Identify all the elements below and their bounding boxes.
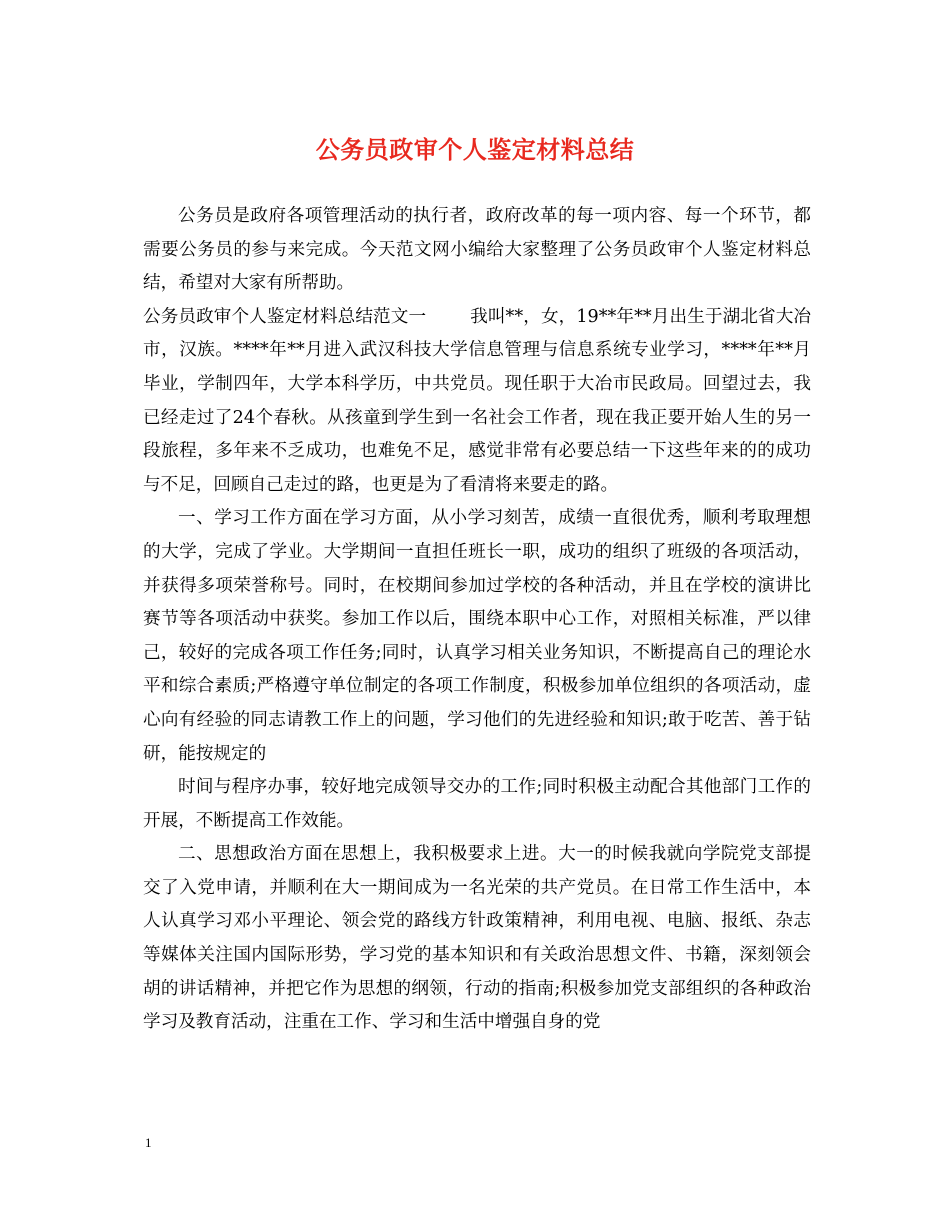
paragraph-work: 时间与程序办事，较好地完成领导交办的工作;同时积极主动配合其他部门工作的开展，不断提高工作效能。 <box>143 777 811 831</box>
paragraph-study: 一、学习工作方面在学习方面，从小学习刻苦，成绩一直很优秀，顺利考取理想的大学，完成了学业。大学期间一直担任班长一职，成功的组织了班级的各项活动，并获得多项荣誉称号。同时，在校期间参加过学校的各种活动，并且在学校的演讲比赛节等各项活动中获奖。参加工作以后，围绕本职中心工作，对照相关标准，严以律己，较好的完成各项工作任务;同时，认真学习相关业务知识，不断提高自己的理论水平和综合素质;严格遵守单位制定的各项工作制度，积极参加单位组织的各项活动，虚心向有经验的同志请教工作上的问题，学习他们的先进经验和知识;敢于吃苦、善于钻研，能按规定的 <box>143 508 811 764</box>
page-number: 1 <box>145 1135 152 1150</box>
page-title: 公务员政审个人鉴定材料总结 <box>315 135 635 164</box>
sample-text: 我叫**，女，19**年**月出生于湖北省大冶市，汉族。****年**月进入武汉科技大学信息管理与信息系统专业学习，****年**月毕业，学制四年，大学本科学历，中共党员。现任职于大冶市民政局。回望过去，我已经走过了24个春秋。从孩童到学生到一名社会工作者，现在我正要开始人生的另一段旅程，多年来不乏成功，也难免不足，感觉非常有必要总结一下这些年来的的成功与不足，回顾自己走过的路，也更是为了看清将来要走的路。 <box>143 306 811 495</box>
paragraph-politics: 二、思想政治方面在思想上，我积极要求上进。大一的时候我就向学院党支部提交了入党申请，并顺利在大一期间成为一名光荣的共产党员。在日常工作生活中，本人认真学习邓小平理论、领会党的路线方针政策精神，利用电视、电脑、报纸、杂志等媒体关注国内国际形势，学习党的基本知识和有关政治思想文件、书籍，深刻领会胡的讲话精神，并把它作为思想的纲领，行动的指南;积极参加党支部组织的各种政治学习及教育活动，注重在工作、学习和生活中增强自身的党 <box>143 844 811 1033</box>
sample-label: 公务员政审个人鉴定材料总结范文一 <box>143 306 427 327</box>
document-body <box>143 200 811 1040</box>
paragraph-sample <box>143 301 811 503</box>
paragraph-intro: 公务员是政府各项管理活动的执行者，政府改革的每一项内容、每一个环节，都需要公务员的参与来完成。今天范文网小编给大家整理了公务员政审个人鉴定材料总结，希望对大家有所帮助。 <box>143 206 811 294</box>
